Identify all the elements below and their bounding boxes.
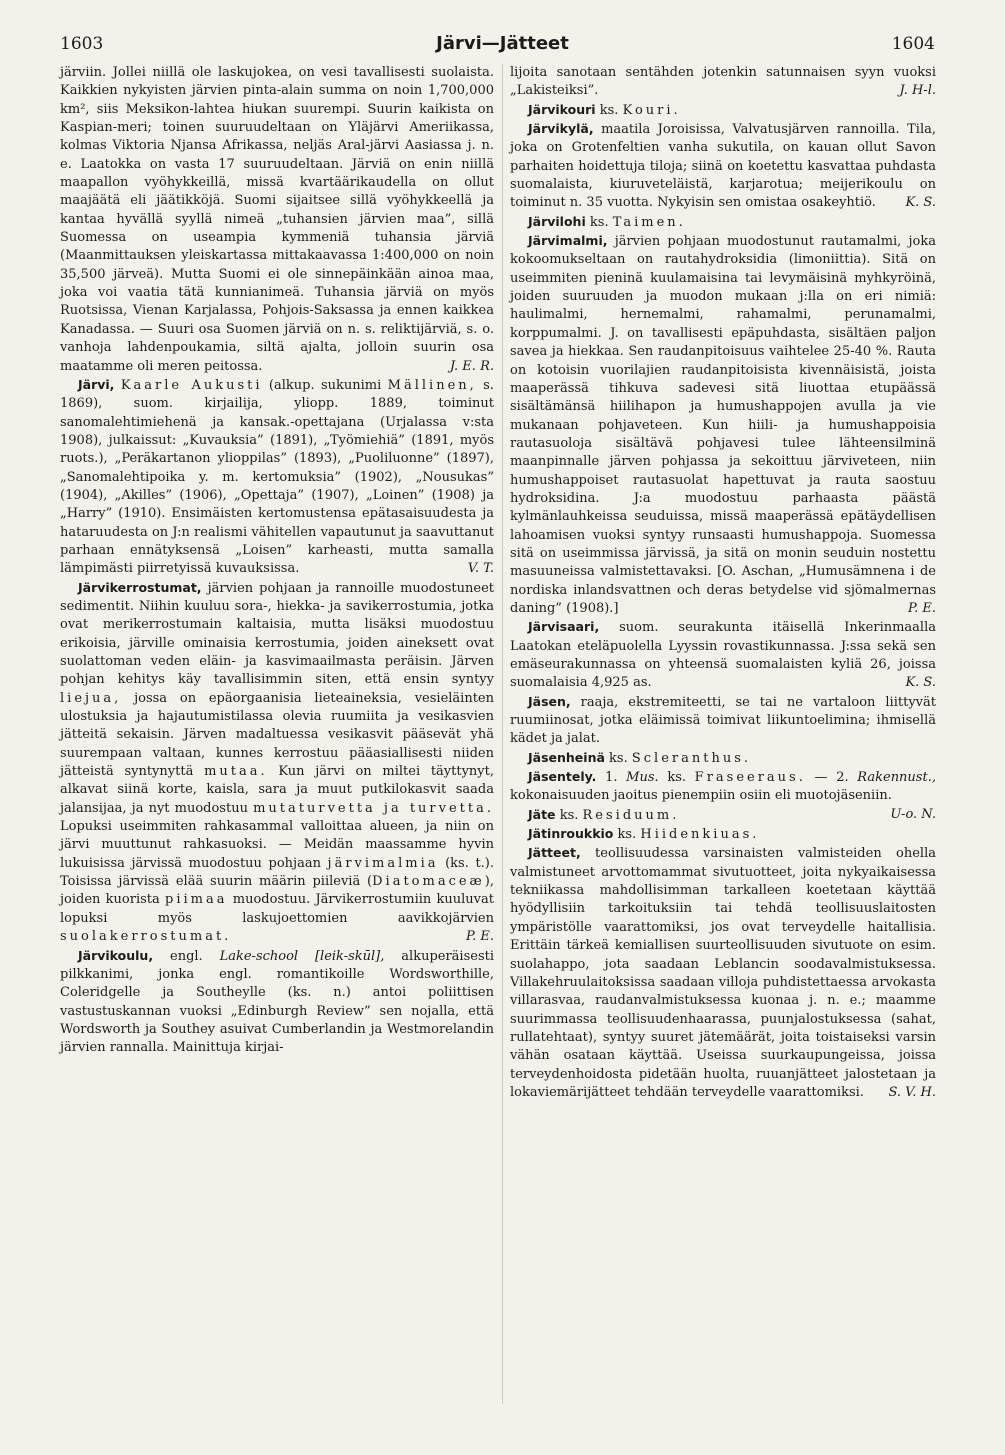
- entry-text: muodostuu. Järvikerrostumiin kuuluvat lopuksi myös laskujoettomien aavikkojärvien: [60, 892, 494, 926]
- headword: Jäsen,: [528, 693, 571, 709]
- entry-text: — 2.: [814, 770, 849, 786]
- entry-jatinroukkio: [510, 825, 936, 844]
- entry-jatteet: [510, 844, 936, 1102]
- entry-text: ks.: [589, 214, 609, 230]
- entry-jarvikyla: [510, 120, 936, 213]
- entry-text: maatila Joroisissa, Valvatusjärven rannoilla. Tila, joka on Grotenfeltien vanha sukutila, on kauan ollut Savon parhaiten hoidettuja tiloja; siinä on koetettu kasvattaa puhdasta suomalaista, kiuruveteläistä, karjarotua; meijerikoulu on toiminut n. 35 vuotta. Nykyisin sen omistaa osakeyhtiö.: [510, 122, 936, 211]
- running-title: Järvi—Jätteet: [436, 33, 569, 54]
- entry-jarvilohi: [510, 213, 936, 232]
- headword: Jätinroukkio: [528, 826, 614, 842]
- entry-text: kokonaisuuden jaoitus pienempiin osiin eli muotojäseniin.: [510, 788, 892, 804]
- paragraph: [510, 64, 936, 101]
- spaced-term: Fraseeraus.: [694, 770, 806, 786]
- entry-jarvimalmi: [510, 232, 936, 618]
- entry-text: ks.: [617, 827, 637, 843]
- entry-text: ks.: [667, 770, 686, 786]
- spaced-term: Scleranthus.: [631, 750, 752, 766]
- spaced-term: mutaa.: [204, 764, 268, 780]
- headword: Järvimalmi,: [528, 233, 608, 249]
- signature: P. E.: [908, 600, 936, 616]
- entry-text: ks.: [599, 102, 619, 118]
- entry-text: Kun järvi on miltei täyttynyt, alkavat siinä korte, kaisla, sara ja muut putkilokasvit saada jalansijaa, ja nyt muodostuu: [60, 764, 495, 816]
- headword: Järvisaari,: [528, 619, 600, 635]
- signature: U-o. N.: [890, 806, 936, 822]
- signature: K. S.: [905, 675, 936, 691]
- spaced-term: suolakerrostumat.: [60, 929, 232, 945]
- spaced-term: Diatomaceæ: [372, 874, 485, 890]
- entry-jasen: [510, 693, 936, 749]
- entry-text: engl.: [170, 948, 203, 964]
- signature: J. H-l.: [899, 83, 936, 99]
- right-column: [510, 64, 936, 1102]
- entry-jarvikoulu: [60, 947, 494, 1058]
- headword: Järvikoulu,: [78, 947, 154, 963]
- signature: S. V. H.: [888, 1084, 936, 1100]
- headword: Järvilohi: [528, 213, 586, 229]
- entry-text: teollisuudessa varsinaisten valmisteiden ohella valmistuneet arvottomammat sivutuotteet, joita nykyaikaisessa tekniikassa mahdollisimman tarkalleen koetetaan käyttää hyödyllisiin tarkoituksiin tai tehdä teollisuuslaitosten ympäristölle vaarattomiksi, jos ovat terveydelle haitallisia. Erittäin tärkeä kemiallisen suurteollisuuden sivutuote on esim. suolahappo, jota saadaan Leblancin soodavalmistuksessa. Villakehruulaitoksissa saadaan villoja puhdistettaessa arvokasta villarasvaa, raudanvalmistuksessa kuonaa j. n. e.; maamme suurimmassa teollisuudenhaarassa, puunjalostuksessa (sahat, rullatehtaat), syntyy suuret jätemäärät, joita toistaiseksi varsin vähän osataan käyttää. Useissa suurkaupungeissa, joissa terveydenhoidosta pidetään huolta, ruuanjätteet jalostetaan ja lokaviemärijätteet tehdään terveydelle vaarattomiksi.: [510, 846, 936, 1100]
- entry-text: (ks. t.). Toisissa järvissä elää suurin määrin piileviä (: [60, 855, 495, 890]
- headword: Järvikouri: [528, 101, 596, 117]
- entry-jarvisaari: [510, 618, 936, 692]
- entry-text: ks.: [559, 807, 579, 823]
- headword: Jätteet,: [528, 845, 581, 861]
- entry-text: raaja, ekstremiteetti, se tai ne vartaloon liittyvät ruumiinosat, jotka eläimissä toimivat liikuntoelimina; ihmisellä kädet ja jalat.: [510, 694, 936, 747]
- entry-text: järvien pohjaan muodostunut rautamalmi, joka kokoomukseltaan on rautahydroksidia (limoniittia). Sitä on useimmiten pieninä kuulamaisina tai levymäisinä myhkyröinä, joiden suuruuden ja muodon mukaan j:lla on eri nimiä: haulimalmi, hernemalmi, rahamalmi, perunamalmi, korppumalmi. J. on tavallisesti epäpuhdasta, sisältäen paljon savea ja hiekkaa. Sen raudanpitoisuus vaihtelee 25-40 %. Rauta on kotoisin vuorilajien raudanpitoisista kivennäisistä, joista maaperässä tihkuva sadevesi sitä liuottaa etupäässä sisältämänsä hiilihapon ja humushappojen avulla ja vie mukanaan pohjaveteen. Kun hiili- ja humushappoisia rautasuoloja sisältävä pohjavesi tulee lähteensilminä maanpinnalle järven pohjassa ja sekoittuu järviveteen, niin humushappoiset rautasuolat hapettuvat ja rauta saostuu hydroksidina. J:a muodostuu parhaasta päästä kylmänlauhkeissa seuduissa, missä maaperässä epätäydellisen lahoamisen vuoksi syntyy runsaasti humushappoja. Suomessa sitä on useimmissa järvissä, ja sitä on monin seuduin nostettu masuuneissa valmistettavaksi. [O. Aschan, „Humusämnena i de nordiska inlandsvattnen och deras betydelse vid sjömalmernas daning” (1908).]: [510, 234, 936, 616]
- italic-term: Mus.: [626, 770, 659, 786]
- spaced-term: liejua,: [60, 690, 122, 706]
- entry-jarvikouri: [510, 101, 936, 120]
- italic-term: Rakennust.,: [857, 770, 936, 786]
- paragraph-text: lijoita sanotaan sentähden jotenkin satunnaisen syyn vuoksi „Lakisteiksi”.: [510, 65, 936, 99]
- spaced-term: Taimen.: [612, 214, 686, 230]
- entry-jasenheina: [510, 749, 936, 768]
- entry-text: järvien pohjaan ja rannoille muodostuneet sedimentit. Niihin kuuluu sora-, hiekka- ja savikerrostumia, jotka ovat merikerrostumain kaltaisia, mutta lisäksi muodostuu erikoisia, järville ominaisia kerrostumia, joiden aineksett ovat suolattoman veden eläin- ja kasvimaailmasta peräisin. Järven pohjan kehitys käy tavallisimmin siten, että ensin syntyy: [60, 580, 494, 688]
- page-number-right: 1604: [891, 34, 935, 54]
- headword: Jäsentely.: [528, 769, 597, 785]
- headword: Järvikerrostumat,: [78, 579, 202, 595]
- spaced-term: järvimalmia: [327, 855, 439, 871]
- page-number-left: 1603: [60, 34, 104, 54]
- spaced-name: Mällinen,: [387, 377, 477, 393]
- signature: J. E. R.: [449, 358, 494, 374]
- headword: Järvikylä,: [528, 121, 594, 137]
- entry-text: jossa on epäorgaanisia lieteaineksia, vesieläinten ulostuksia ja hajautumistilassa olevia ruumiita ja vesikasvien jätteitä sekaisin. Järven madaltuessa vesikasvit pääsevät yhä suurempaan valtaan, kunnes kerrostuu pääasiallisesti niiden jätteistä syntynyttä: [60, 690, 494, 780]
- spaced-term: Residuum.: [582, 807, 680, 823]
- entry-text: (alkup. sukunimi: [268, 377, 382, 393]
- column-divider: [502, 64, 503, 1404]
- spaced-term: Kouri.: [622, 102, 681, 118]
- headword: Jäsenheinä: [528, 749, 605, 765]
- spaced-name: Kaarle Aukusti: [120, 377, 263, 393]
- headword: Jäte: [528, 806, 556, 822]
- signature: V. T.: [467, 561, 494, 577]
- signature: K. S.: [905, 195, 936, 211]
- headword: Järvi,: [78, 376, 115, 392]
- entry-text: Lopuksi useimmiten rahkasammal valloittaa alueen, ja niin on järvi muuttunut rahkasuoksi. — Meidän maassamme hyvin lukuisissa järvissä muodostuu pohjaan: [60, 819, 494, 871]
- entry-text: suom. seurakunta itäisellä Inkerinmaalla Laatokan eteläpuolella Lyyssin rovastikunnassa. J:ssa sekä sen emäseurakunnassa on yhteensä suomalaisten kyliä 26, joissa suomalaisia 4,925 as.: [510, 620, 936, 691]
- paragraph: [60, 64, 494, 376]
- left-column: [60, 64, 494, 1058]
- spaced-term: Hiidenkiuas.: [640, 827, 760, 843]
- spaced-term: piimaa: [165, 892, 228, 908]
- entry-text: ks.: [609, 750, 628, 766]
- entry-jarvikerrostumat: [60, 579, 494, 947]
- paragraph-text: järviin. Jollei niillä ole laskujokea, on vesi tavallisesti suolaista. Kaikkien nykyisten järvien pinta-alain summa on noin 1,700,000 km², siis Meksikon-lahtea hiukan suurempi. Suurin kaikista on Kaspian-meri; toinen suuruudeltaan on Yläjärvi Ameriikassa, kolmas Viktoria Njansa Afrikassa, neljäs Aral-järvi Aasiassa j. n. e. Laatokka on vasta 17 suuruudeltaan. Järviä on enin niillä maapallon vyöhykkeillä, missä kvartäärikaudella on ollut maajäätä eli jäätikköjä. Suomi sijaitsee sillä vyöhykkeellä ja kantaa hyvällä syyllä nimeä „tuhansien järvien maa”, sillä Suomessa on useampia kymmeniä tuhansia järviä (Maanmittauksen yleiskartassa mittakaavassa 1:400,000 on noin 35,500 järveä). Mutta Suomi ei ole sinnepäinkään ainoa maa, joka voi vaatia tätä kunnianimeä. Tuhansia järviä on myös Ruotsissa, Vienan Karjalassa, Pohjois-Saksassa ja ennen kaikkea Kanadassa. — Suuri osa Suomen järviä on n. s. reliktijärviä, s. o. vanhoja lahdenpoukamia, siltä ajalta, jolloin suurin osa maatamme oli meren peitossa.: [60, 65, 494, 374]
- entry-text: alkuperäisesti pilkkanimi, jonka engl. romantikoille Wordsworthille, Coleridgelle ja Southeylle (ks. n.) antoi poliittisen vastustuskannan vuoksi „Edinburgh Review” sen nojalla, että Wordsworth ja Southey asuivat Cumberlandin ja Westmorelandin järvien rannalla. Mainittuja kirjai-: [60, 948, 495, 1056]
- signature: P. E.: [466, 929, 494, 945]
- entry-text: 1.: [605, 770, 618, 786]
- entry-text: ), joiden kuorista: [60, 874, 494, 908]
- entry-text: s. 1869), suom. kirjailija, yliopp. 1889, toiminut sanomalehtimiehenä ja kansak.-opettajana (Urjalassa v:sta 1908), julkaissut: „Kuvauksia” (1891), „Työmiehiä” (1891, myös ruots.), „Peräkartanon ylioppilas” (1893), „Puoliluonne” (1897), „Sanomalehtipoika y. m. kertomuksia” (1902), „Nousukas” (1904), „Akilles” (1906), „Opettaja” (1907), „Loinen” (1908) ja „Harry” (1910). Ensimäisten kertomustensa epätasaisuudesta ja hataruudesta on J:n realismi vähitellen vapautunut ja saavuttanut parhaan ennätyksensä „Loisen” karheasti, mutta samalla lämpimästi piirretyissä kuvauksissa.: [60, 377, 494, 577]
- italic-term: Lake-school [leik-skūl],: [219, 948, 385, 964]
- spaced-term: mutaturvetta ja turvetta.: [253, 800, 494, 816]
- entry-jarvi-kaarle: [60, 376, 494, 579]
